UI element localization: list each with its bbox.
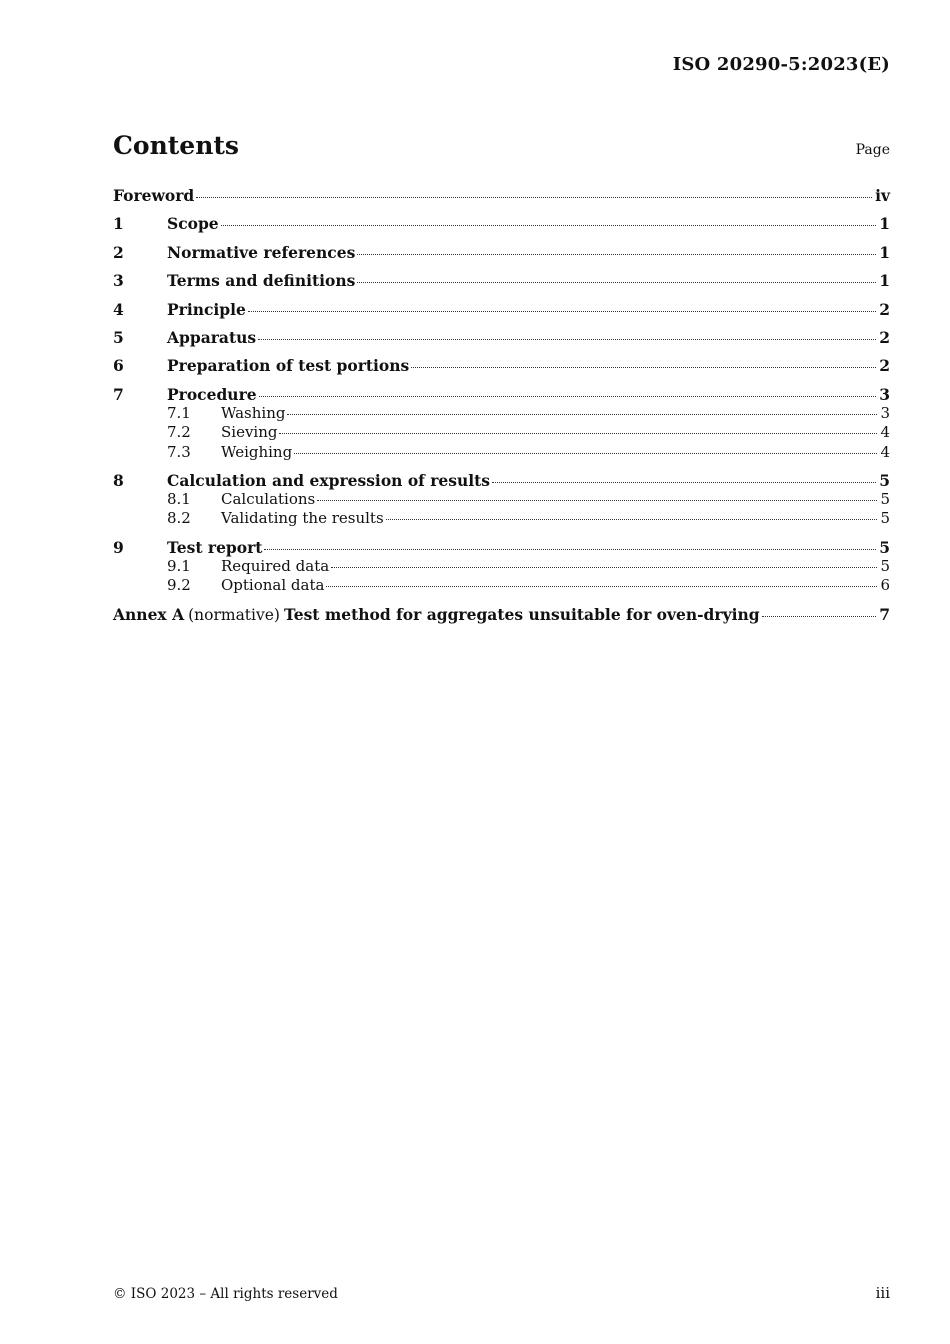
toc-entry-number: 7 [113, 385, 124, 404]
toc-entry-number: 9.1 [167, 557, 191, 575]
toc-entry-title: Preparation of test portions [167, 356, 410, 375]
toc-entry-number: 7.3 [167, 443, 191, 461]
toc-entry-page: 2 [879, 300, 890, 319]
toc-entry-page: 2 [879, 356, 890, 375]
copyright-notice: © ISO 2023 – All rights reserved [113, 1286, 338, 1302]
toc-entry-number: 8 [113, 471, 124, 490]
toc-entry-number: 7.2 [167, 423, 191, 441]
toc-entry-page: 5 [880, 490, 890, 508]
toc-entry-title: Foreword [113, 186, 195, 205]
toc-entry-7-3[interactable] [113, 443, 890, 463]
toc-entry-9-2[interactable] [113, 576, 890, 596]
toc-entry-page: 5 [879, 538, 890, 557]
toc-entry-page: 5 [879, 471, 890, 490]
toc-entry-page: 3 [879, 385, 890, 404]
toc-entry-8-2[interactable] [113, 509, 890, 529]
toc-entry-title: Weighing [221, 443, 293, 461]
toc-entry-number: 4 [113, 300, 124, 319]
page-column-label: Page [855, 142, 890, 158]
toc-dot-leader [317, 500, 877, 501]
toc-dot-leader [196, 197, 872, 198]
toc-entry-page: iv [875, 186, 890, 205]
toc-dot-leader [357, 282, 876, 283]
toc-entry-number: 3 [113, 271, 124, 290]
toc-dot-leader [264, 549, 876, 550]
toc-entry-number: 9.2 [167, 576, 191, 594]
toc-entry-8[interactable] [113, 471, 890, 491]
page-number: iii [875, 1284, 890, 1302]
toc-dot-leader [331, 567, 877, 568]
document-id: ISO 20290-5:2023(E) [672, 54, 890, 75]
toc-entry-9[interactable] [113, 538, 890, 558]
toc-entry-number: 5 [113, 328, 124, 347]
toc-entry-title: Optional data [221, 576, 325, 594]
toc-dot-leader [221, 225, 877, 226]
toc-entry-title: Apparatus [167, 328, 257, 347]
toc-dot-leader [279, 433, 877, 434]
toc-dot-leader [326, 586, 877, 587]
toc-entry-title: Required data [221, 557, 330, 575]
toc-entry-title: Principle [167, 300, 246, 319]
toc-dot-leader [248, 311, 876, 312]
toc-entry-5[interactable] [113, 328, 890, 348]
toc-dot-leader [411, 367, 876, 368]
toc-entry-3[interactable] [113, 271, 890, 291]
toc-entry-9-1[interactable] [113, 557, 890, 577]
toc-entry-number: 8.1 [167, 490, 191, 508]
toc-entry-title: Validating the results [221, 509, 384, 527]
toc-entry-7-2[interactable] [113, 423, 890, 443]
toc-entry-title: Sieving [221, 423, 278, 441]
toc-entry-number: 6 [113, 356, 124, 375]
toc-dot-leader [492, 482, 876, 483]
toc-entry-6[interactable] [113, 356, 890, 376]
toc-entry-number: 8.2 [167, 509, 191, 527]
toc-entry-page: 5 [880, 557, 890, 575]
toc-entry-title: Test report [167, 538, 263, 557]
toc-entry-number: 1 [113, 214, 124, 233]
toc-entry-title: Calculation and expression of results [167, 471, 491, 490]
toc-entry-page: 1 [879, 243, 890, 262]
toc-entry-number: 2 [113, 243, 124, 262]
toc-dot-leader [294, 453, 877, 454]
toc-entry-1[interactable] [113, 214, 890, 234]
toc-entry-title: Washing [221, 404, 286, 422]
toc-entry-page: 4 [880, 423, 890, 441]
toc-entry-page: 1 [879, 271, 890, 290]
toc-entry-number: 9 [113, 538, 124, 557]
toc-entry-page: 1 [879, 214, 890, 233]
toc-dot-leader [258, 339, 876, 340]
toc-entry-page: 7 [879, 605, 890, 624]
toc-dot-leader [357, 254, 876, 255]
toc-entry-page: 6 [880, 576, 890, 594]
toc-entry-title: Procedure [167, 385, 257, 404]
toc-dot-leader [386, 519, 878, 520]
annex-type: (normative) [188, 606, 280, 624]
toc-entry-number: 7.1 [167, 404, 191, 422]
toc-entry-7-1[interactable] [113, 404, 890, 424]
toc-entry-annex-a[interactable] [113, 605, 890, 625]
toc-entry-4[interactable] [113, 300, 890, 320]
annex-label: Annex A [113, 605, 185, 624]
toc-entry-8-1[interactable] [113, 490, 890, 510]
toc-entry-title: Scope [167, 214, 219, 233]
toc-entry-title: Calculations [221, 490, 316, 508]
toc-entry-foreword[interactable] [113, 186, 890, 206]
toc-entry-7[interactable] [113, 385, 890, 405]
toc-entry-2[interactable] [113, 243, 890, 263]
contents-heading: Contents [113, 131, 240, 160]
toc-dot-leader [762, 616, 877, 617]
toc-entry-page: 4 [880, 443, 890, 461]
toc-dot-leader [287, 414, 877, 415]
toc-entry-title: Normative references [167, 243, 356, 262]
toc-entry-page: 3 [880, 404, 890, 422]
annex-title: Test method for aggregates unsuitable for oven-drying [283, 605, 760, 624]
toc-entry-page: 2 [879, 328, 890, 347]
toc-entry-title: Terms and definitions [167, 271, 356, 290]
toc-entry-page: 5 [880, 509, 890, 527]
toc-dot-leader [259, 396, 877, 397]
